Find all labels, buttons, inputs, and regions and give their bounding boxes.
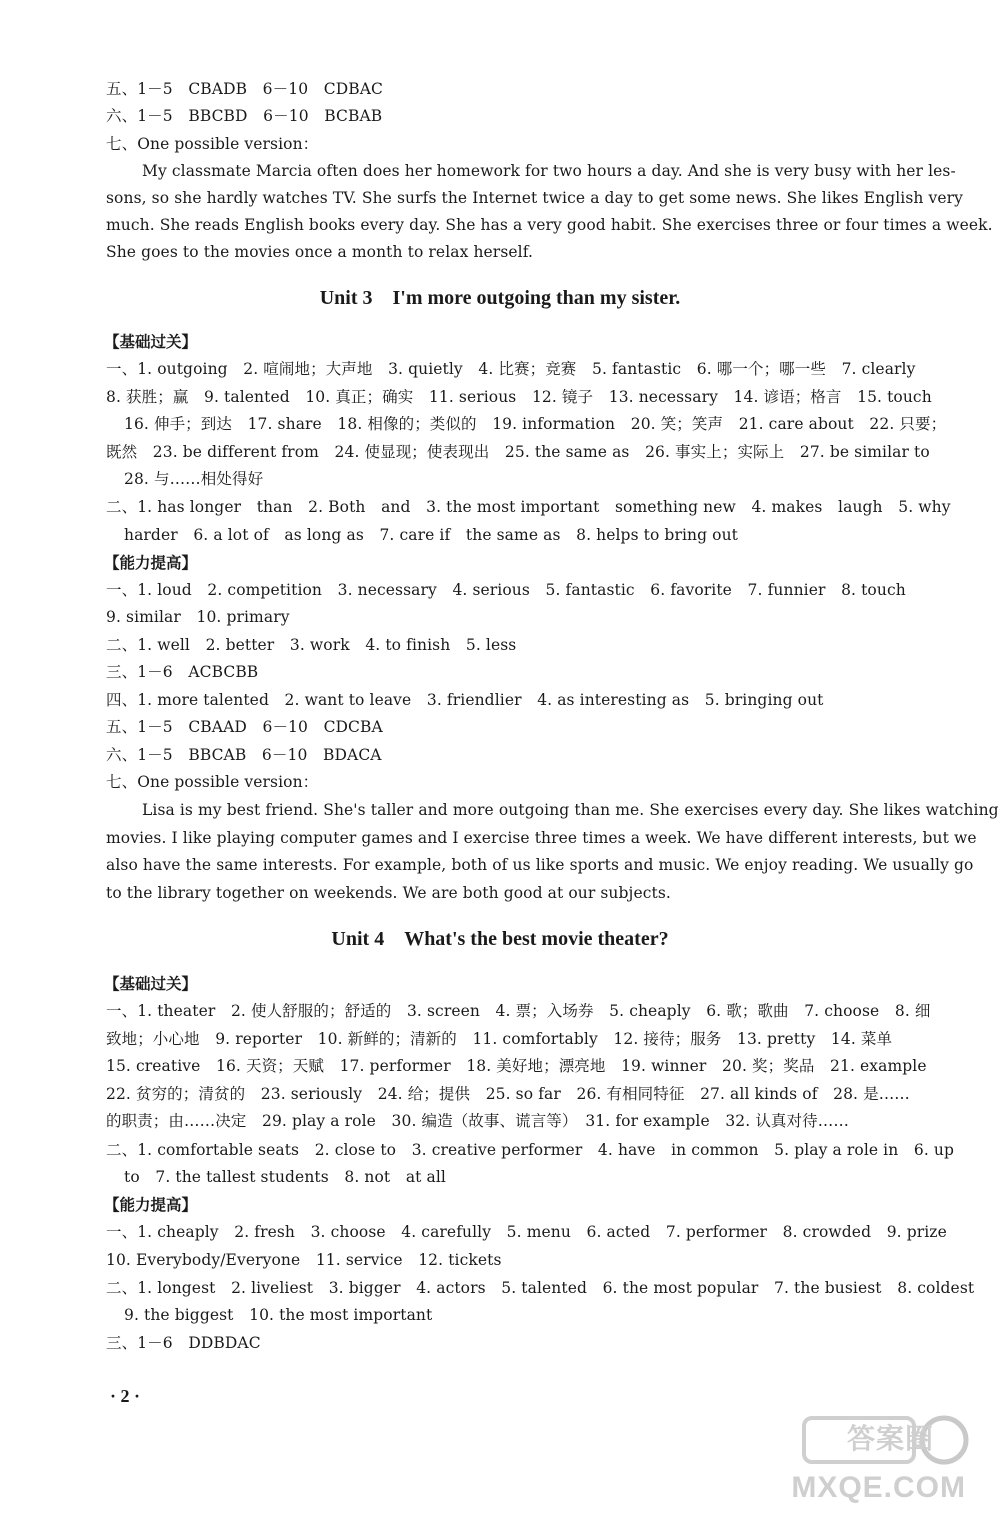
answer-line: 既然 23. be different from 24. 使显现；使表现出 25. the same as 26. 事实上；实际上 27. be similar to (106, 443, 930, 461)
answer-line: 28. 与……相处得好 (124, 470, 264, 488)
answer-line: 二、1. well 2. better 3. work 4. to finish 5. less (106, 636, 517, 654)
section-label-advanced: 【能力提高】 (104, 554, 198, 572)
answer-line: 五、1－5 CBAAD 6－10 CDCBA (106, 718, 383, 736)
answer-line: 三、1－6 DDBDAC (106, 1334, 261, 1352)
answer-line: 一、1. outgoing 2. 喧闹地；大声地 3. quietly 4. 比赛；竞赛 5. fantastic 6. 哪一个；哪一些 7. clearly (106, 360, 916, 378)
answer-line: to 7. the tallest students 8. not at all (124, 1168, 446, 1186)
answer-line: harder 6. a lot of as long as 7. care if the same as 8. helps to bring out (124, 526, 738, 544)
answer-line: 一、1. theater 2. 使人舒服的；舒适的 3. screen 4. 票；入场券 5. cheaply 6. 歌；歌曲 7. choose 8. 细 (106, 1002, 931, 1020)
answer-line: 二、1. has longer than 2. Both and 3. the most important something new 4. makes laugh 5. why (106, 498, 951, 516)
answer-line: 七、One possible version： (106, 135, 319, 153)
answer-line: 一、1. loud 2. competition 3. necessary 4. serious 5. fantastic 6. favorite 7. funnier 8. touch (106, 581, 906, 599)
answer-line: 15. creative 16. 天资；天赋 17. performer 18. 美好地；漂亮地 19. winner 20. 奖；奖品 21. example (106, 1057, 927, 1075)
essay-line: My classmate Marcia often does her homework for two hours a day. And she is very busy with her les- (142, 162, 956, 180)
answer-line: 16. 伸手；到达 17. share 18. 相像的；类似的 19. information 20. 笑；笑声 21. care about 22. 只要； (124, 415, 947, 433)
answer-line: 9. similar 10. primary (106, 608, 290, 626)
answer-line: 的职责；由……决定 29. play a role 30. 编造（故事、谎言等） 31. for example 32. 认真对待…… (106, 1112, 849, 1130)
answer-line: 七、One possible version： (106, 773, 319, 791)
section-label-advanced: 【能力提高】 (104, 1196, 198, 1214)
page-number: · 2 · (110, 1386, 141, 1406)
section-label-basic: 【基础过关】 (104, 333, 198, 351)
answer-line: 10. Everybody/Everyone 11. service 12. tickets (106, 1251, 502, 1269)
essay-line: also have the same interests. For example, both of us like sports and music. We enjoy reading. We usually go (106, 856, 974, 874)
answer-line: 六、1－5 BBCBD 6－10 BCBAB (106, 107, 383, 125)
answer-line: 二、1. comfortable seats 2. close to 3. creative performer 4. have in common 5. play a role in 6. up (106, 1141, 955, 1159)
watermark-logo (744, 1410, 974, 1505)
answer-line: 8. 获胜；赢 9. talented 10. 真正；确实 11. serious 12. 镜子 13. necessary 14. 谚语；格言 15. touch (106, 388, 932, 406)
answer-line: 一、1. cheaply 2. fresh 3. choose 4. carefully 5. menu 6. acted 7. performer 8. crowded 9. prize (106, 1223, 947, 1241)
section-label-basic: 【基础过关】 (104, 975, 198, 993)
answer-line: 四、1. more talented 2. want to leave 3. friendlier 4. as interesting as 5. bringing out (106, 691, 824, 709)
essay-line: to the library together on weekends. We are both good at our subjects. (106, 884, 671, 902)
unit-4-title: Unit 4 What's the best movie theater? (331, 928, 669, 950)
essay-line: Lisa is my best friend. She's taller and more outgoing than me. She exercises every day. She likes watching (142, 801, 999, 819)
watermark-cn: 答案圈 (846, 1423, 934, 1454)
answer-line: 二、1. longest 2. liveliest 3. bigger 4. actors 5. talented 6. the most popular 7. the busiest 8. coldest (106, 1279, 975, 1297)
answer-line: 六、1－5 BBCAB 6－10 BDACA (106, 746, 382, 764)
essay-line: much. She reads English books every day. She has a very good habit. She exercises three or four times a week. (106, 216, 993, 234)
answer-line: 致地；小心地 9. reporter 10. 新鲜的；清新的 11. comfortably 12. 接待；服务 13. pretty 14. 菜单 (106, 1030, 893, 1048)
unit-3-title: Unit 3 I'm more outgoing than my sister. (319, 287, 681, 309)
answer-line: 三、1－6 ACBCBB (106, 663, 259, 681)
answer-line: 22. 贫穷的；清贫的 23. seriously 24. 给；提供 25. so far 26. 有相同特征 27. all kinds of 28. 是…… (106, 1085, 910, 1103)
essay-line: She goes to the movies once a month to relax herself. (106, 243, 534, 261)
answer-line: 9. the biggest 10. the most important (124, 1306, 433, 1324)
essay-line: sons, so she hardly watches TV. She surfs the Internet twice a day to get some news. She likes English very (106, 189, 964, 207)
watermark-text: MXQE.COM (791, 1471, 966, 1504)
essay-line: movies. I like playing computer games and I exercise three times a week. We have different interests, but we (106, 829, 977, 847)
answer-line: 五、1－5 CBADB 6－10 CDBAC (106, 80, 383, 98)
